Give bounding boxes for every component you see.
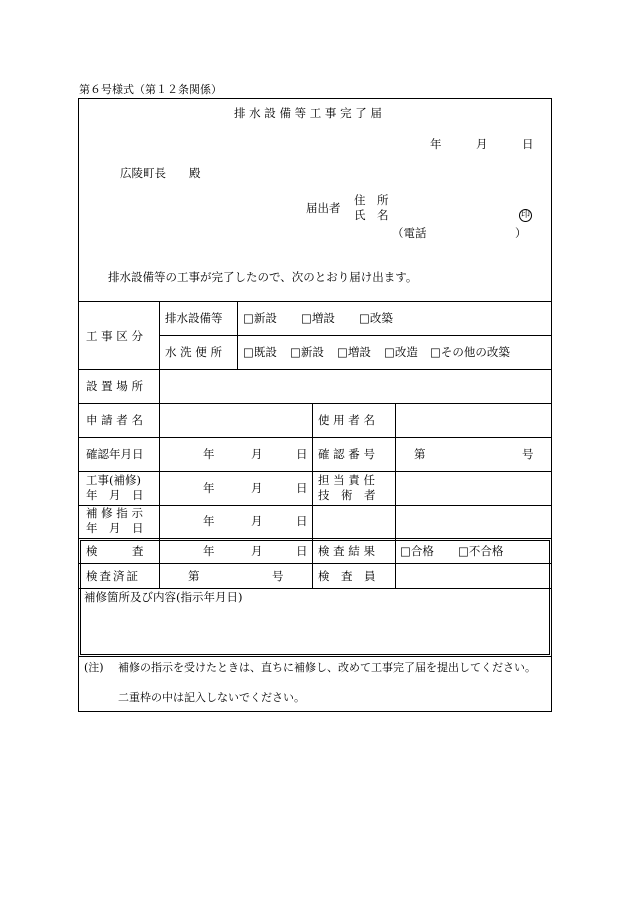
checkbox-new-toilet[interactable]: □新設 — [290, 345, 324, 359]
grid-line — [237, 301, 238, 369]
work-repair-month: 月 — [251, 481, 263, 495]
grid-line — [159, 301, 160, 588]
certificate-label: 検査済証 — [86, 569, 140, 583]
engineer-label-2: 技 術 者 — [318, 488, 376, 502]
checkbox-rebuild[interactable]: □改築 — [359, 311, 393, 325]
inspection-label: 検 査 — [86, 544, 144, 558]
checkbox-pass[interactable]: □合格 — [400, 544, 434, 558]
grid-line — [79, 505, 551, 506]
grid-line — [159, 335, 551, 336]
grid-line — [79, 471, 551, 472]
phone-close: ） — [515, 226, 527, 240]
note-line-1: 補修の指示を受けたときは、直ちに補修し、改めて工事完了届を提出してください。 — [118, 661, 536, 674]
repair-instruction-day: 日 — [296, 514, 308, 528]
note-line-2: 二重枠の中は記入しないでください。 — [118, 691, 305, 704]
installation-place-label: 設 置 場 所 — [86, 379, 143, 393]
confirmation-number-prefix: 第 — [414, 447, 426, 461]
work-repair-day: 日 — [296, 481, 308, 495]
grid-line — [79, 301, 551, 302]
confirmation-year: 年 — [203, 447, 215, 461]
name-label: 氏 名 — [354, 208, 389, 222]
grid-line — [79, 538, 551, 539]
inspector-label: 検 査 員 — [318, 569, 376, 583]
grid-line — [79, 369, 551, 370]
toilet-label: 水 洗 便 所 — [165, 345, 222, 359]
inspection-day: 日 — [296, 544, 308, 558]
intro-text: 排水設備等の工事が完了したので、次のとおり届け出ます。 — [108, 270, 418, 284]
repair-instruction-label-2: 年 月 日 — [86, 521, 144, 535]
work-repair-label-2: 年 月 日 — [86, 488, 144, 502]
checkbox-new[interactable]: □新設 — [243, 311, 277, 325]
confirmation-date-label: 確認年月日 — [86, 447, 144, 461]
engineer-label-1: 担 当 責 任 — [318, 473, 375, 487]
form-title: 排 水 設 備 等 工 事 完 了 届 — [234, 106, 382, 120]
inspection-result-label: 検 査 結 果 — [318, 544, 375, 558]
work-repair-year: 年 — [203, 481, 215, 495]
checkbox-existing[interactable]: □既設 — [243, 345, 277, 359]
applicant-name-label: 申 請 者 名 — [86, 413, 143, 427]
address-label: 住 所 — [354, 193, 389, 207]
checkbox-modify[interactable]: □改造 — [384, 345, 418, 359]
seal-mark-icon: 印 — [520, 210, 530, 220]
confirmation-month: 月 — [251, 447, 263, 461]
repair-instruction-label-1: 補 修 指 示 — [86, 506, 143, 520]
applicant-label: 届出者 — [306, 201, 341, 215]
form-number: 第６号様式（第１２条関係） — [79, 83, 222, 96]
repair-instruction-year: 年 — [203, 514, 215, 528]
confirmation-day: 日 — [296, 447, 308, 461]
user-name-label: 使 用 者 名 — [318, 413, 375, 427]
work-repair-label-1: 工事(補修) — [86, 473, 141, 487]
grid-line — [79, 656, 551, 657]
confirmation-number-label: 確 認 番 号 — [318, 447, 375, 461]
date-day-label: 日 — [522, 137, 534, 151]
grid-line — [79, 403, 551, 404]
grid-line — [395, 403, 396, 588]
repair-details-label: 補修箇所及び内容(指示年月日) — [84, 590, 243, 604]
addressee: 広陵町長 殿 — [120, 166, 201, 180]
confirmation-number-suffix: 号 — [522, 447, 534, 461]
date-year-label: 年 — [430, 137, 442, 151]
checkbox-extension-toilet[interactable]: □増設 — [337, 345, 371, 359]
checkbox-fail[interactable]: □不合格 — [458, 544, 504, 558]
phone-label: （電話 — [392, 226, 427, 240]
inspection-year: 年 — [203, 544, 215, 558]
grid-line — [312, 403, 313, 588]
checkbox-other[interactable]: □その他の改築 — [430, 345, 510, 359]
date-month-label: 月 — [476, 137, 488, 151]
repair-instruction-month: 月 — [251, 514, 263, 528]
inspection-month: 月 — [251, 544, 263, 558]
certificate-number-prefix: 第 — [188, 569, 200, 583]
work-category-label: 工 事 区 分 — [86, 329, 143, 343]
note-prefix: (注) — [84, 661, 104, 674]
drainage-label: 排水設備等 — [165, 311, 223, 325]
checkbox-extension[interactable]: □増設 — [301, 311, 335, 325]
grid-line — [79, 437, 551, 438]
certificate-number-suffix: 号 — [272, 569, 284, 583]
